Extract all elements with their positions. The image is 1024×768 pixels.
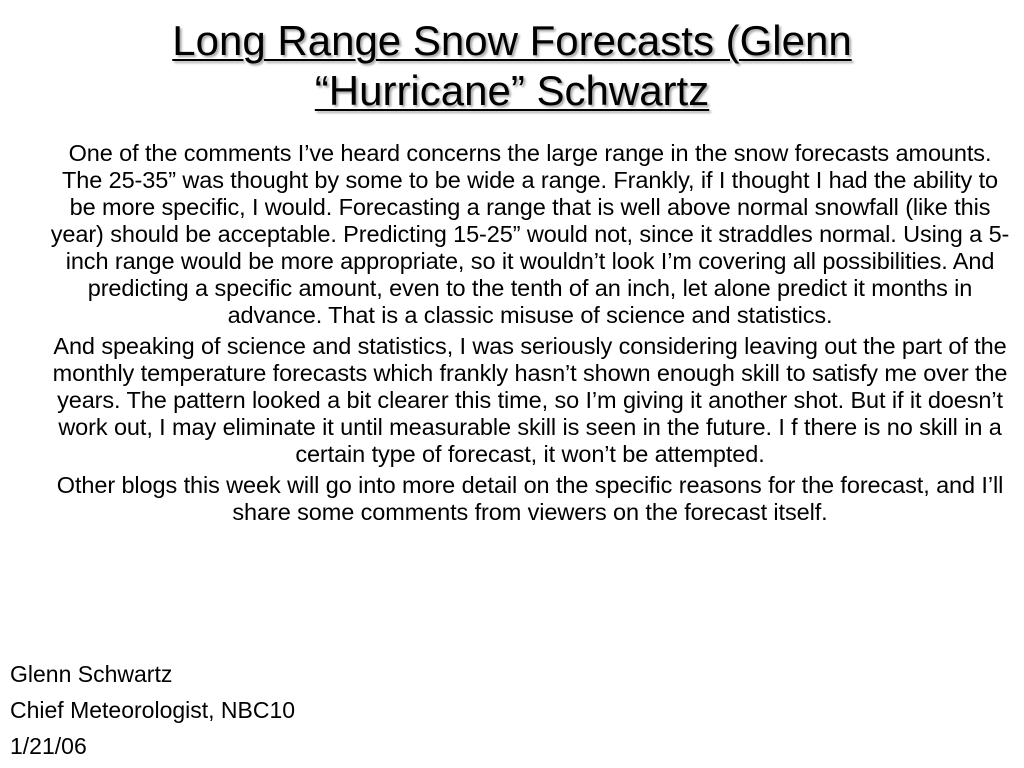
signature-date: 1/21/06 (10, 733, 87, 759)
slide-title-line-1: Long Range Snow Forecasts (Glenn (172, 17, 852, 64)
signature-role: Chief Meteorologist, NBC10 (10, 697, 296, 723)
slide-title-line-2: “Hurricane” Schwartz (314, 67, 710, 114)
slide-body (48, 140, 1012, 530)
signature-name: Glenn Schwartz (10, 661, 173, 687)
signature-block (10, 656, 295, 764)
body-paragraph-1: One of the comments I’ve heard concerns the large range in the snow forecasts amounts. The 25-35” was thought by some to be wide a range. Frankly, if I thought I had the ability to be more specific, I would. Forecasting a range that is well above normal snowfall (like this year) should be acceptable. Predicting 15-25” would not, since it straddles normal. Using a 5- inch range would be more appropriate, so it wouldn’t look I’m covering all possibilities. And predicting a specific amount, even to the tenth of an inch, let alone predict it months in advance. That is a classic misuse of science and statistics. (50, 140, 1010, 328)
slide-title (40, 16, 984, 116)
body-paragraph-2: And speaking of science and statistics, I was seriously considering leaving out the part of the monthly temperature forecasts which frankly hasn’t shown enough skill to satisfy me over the years. The pattern looked a bit clearer this time, so I’m giving it another shot. But if it doesn’t work out, I may eliminate it until measurable skill is seen in the future. I f there is no skill in a certain type of forecast, it won’t be attempted. (52, 333, 1008, 467)
body-paragraph-3: Other blogs this week will go into more detail on the specific reasons for the forecast, and I’ll share some comments from viewers on the forecast itself. (56, 472, 1004, 525)
